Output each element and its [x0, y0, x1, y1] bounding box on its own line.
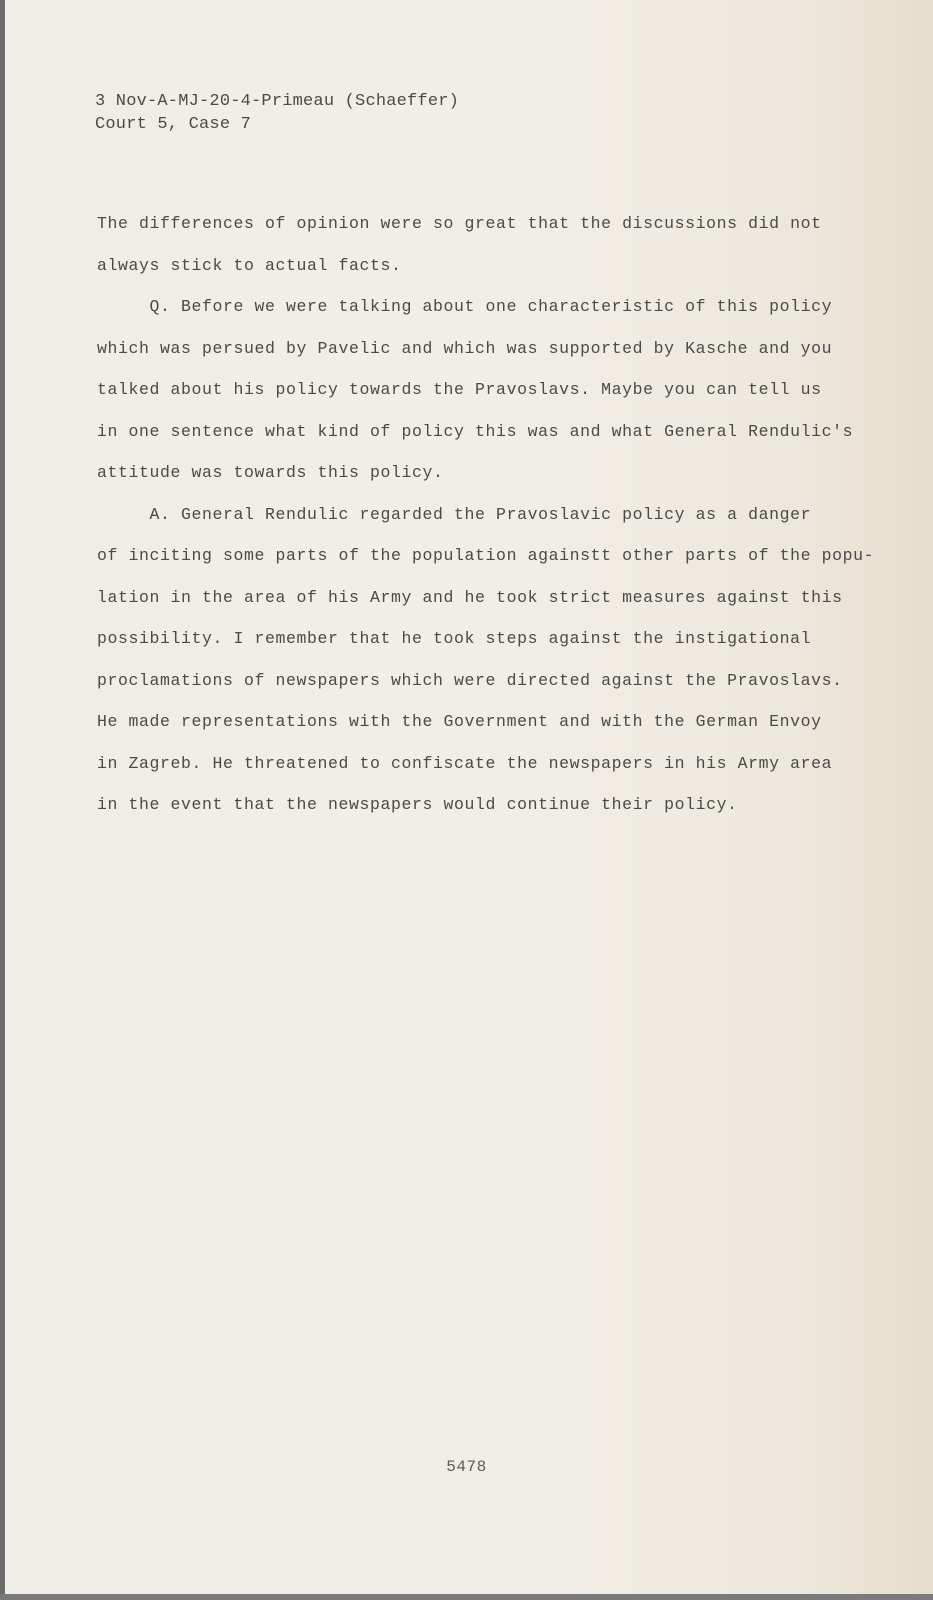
- header-reference-line: 3 Nov-A-MJ-20-4-Primeau (Schaeffer): [95, 92, 460, 111]
- page-number: 5478: [446, 1458, 487, 1476]
- header-court-line: Court 5, Case 7: [95, 115, 252, 134]
- text-line: proclamations of newspapers which were directed against the Pravoslavs.: [97, 670, 843, 690]
- text-line: in one sentence what kind of policy this was and what General Rendulic's: [97, 421, 854, 441]
- text-line: in the event that the newspapers would continue their policy.: [97, 795, 738, 814]
- text-line: which was persued by Pavelic and which was supported by Kasche and you: [97, 338, 833, 358]
- text-line: The differences of opinion were so great that the discussions did not: [97, 214, 822, 233]
- text-line: in Zagreb. He threatened to confiscate the newspapers in his Army area: [97, 753, 833, 773]
- text-line: He made representations with the Government and with the German Envoy: [97, 712, 822, 731]
- question-line: Q. Before we were talking about one characteristic of this policy: [97, 297, 833, 316]
- text-line: attitude was towards this policy.: [97, 463, 444, 482]
- text-line: always stick to actual facts.: [97, 255, 402, 275]
- answer-line: A. General Rendulic regarded the Pravoslavic policy as a danger: [97, 504, 812, 524]
- text-line: lation in the area of his Army and he took strict measures against this: [97, 587, 843, 607]
- text-line: of inciting some parts of the population againstt other parts of the popu-: [97, 546, 875, 565]
- transcript-body: [97, 203, 875, 826]
- text-line: talked about his policy towards the Pravoslavs. Maybe you can tell us: [97, 380, 822, 399]
- document-header: [95, 90, 459, 136]
- text-line: possibility. I remember that he took steps against the instigational: [97, 629, 812, 648]
